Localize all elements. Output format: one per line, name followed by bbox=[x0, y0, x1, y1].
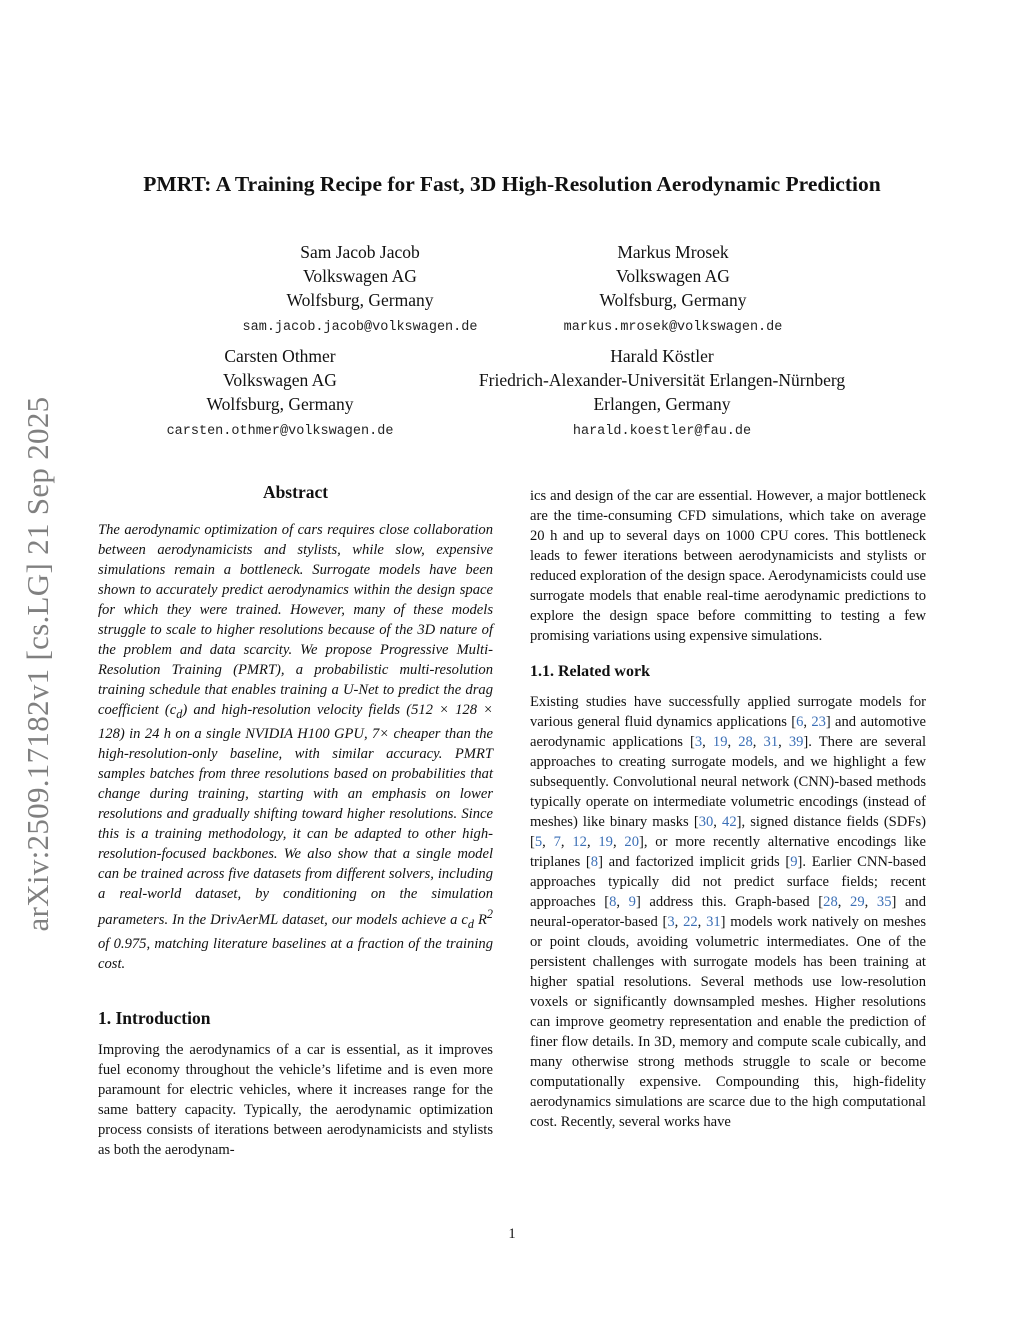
author-name: Sam Jacob Jacob bbox=[300, 242, 420, 262]
citation-link[interactable]: 31 bbox=[763, 734, 779, 750]
citation-link[interactable]: 23 bbox=[811, 714, 826, 730]
citation-link[interactable]: 19 bbox=[712, 734, 728, 750]
section-heading-introduction: 1. Introduction bbox=[98, 1007, 211, 1028]
author-name: Carsten Othmer bbox=[224, 346, 336, 366]
related-work-text: Existing studies have successfully applied surrogate models for various general fluid dynamics applications [6, 23] and automotive aerodynamic applications [3, 19, 28, 31, 39]. There are several approaches to creating surrogate models, and we highlight a few subsequently. Convolutional neural network (CNN)-based methods typically operate on intermediate volumetric encodings (instead of meshes) like binary masks [30, 42], signed distance fields (SDFs) [5, 7, 12, 19, 20], or more recently alternative encodings like triplanes [8] and factorized implicit grids [9]. Earlier CNN-based approaches typically did not predict surface fields; recent approaches [8, 9] address this. Graph-based [28, 29, 35] and neural-operator-based [3, 22, 31] models work natively on meshes or point clouds, avoiding volumetric intermediates. One of the persistent challenges with surrogate models has been training at higher spatial resolutions. Several methods use low-resolution voxels or significantly downsampled meshes. Higher resolutions can improve geometry representation and enable the prediction of finer flow details. In 3D, memory and compute scale cubically, and many otherwise strong methods struggle to scale or become computationally expensive. Compounding this, high-fidelity aerodynamics simulations are scarce due to the high computational cost. Recently, several works have bbox=[530, 694, 927, 1130]
author-block-3 bbox=[130, 344, 430, 444]
author-affiliation: Friedrich-Alexander-Universität Erlangen-Nürnberg bbox=[478, 370, 846, 390]
citation-link[interactable]: 35 bbox=[876, 894, 892, 910]
author-name: Markus Mrosek bbox=[617, 242, 729, 262]
introduction-text: Improving the aerodynamics of a car is essential, as it improves fuel economy throughout the vehicle’s lifetime and is even more paramount for electric vehicles, where it increases range for the same battery capacity. Typically, the aerodynamic optimization process consists of iterations between aerodynamicists and stylists as both the aerodynam- bbox=[98, 1041, 493, 1158]
author-email[interactable]: harald.koestler@fau.de bbox=[572, 424, 752, 439]
right-column bbox=[530, 486, 926, 1132]
citation-link[interactable]: 3 bbox=[667, 914, 675, 930]
author-affiliation: Volkswagen AG bbox=[616, 266, 730, 286]
citation-link[interactable]: 42 bbox=[722, 814, 737, 830]
citation-link[interactable]: 31 bbox=[706, 914, 721, 930]
citation-link[interactable]: 39 bbox=[788, 734, 804, 750]
author-email[interactable]: markus.mrosek@volkswagen.de bbox=[563, 320, 783, 335]
citation-link[interactable]: 20 bbox=[624, 834, 639, 850]
citation-link[interactable]: 9 bbox=[790, 854, 798, 870]
author-location: Wolfsburg, Germany bbox=[286, 290, 434, 310]
citation-link[interactable]: 22 bbox=[683, 914, 698, 930]
abstract-text: The aerodynamic optimization of cars requires close collaboration between aerodynamicists and stylists, while slow, expensive simulations remain a bottleneck. Surrogate models have been shown to accurately predict aerodynamics within the design space for which they were trained. However, many of these models struggle to scale to higher resolutions because of the 3D nature of the problem and data scarcity. We propose Progressive Multi-Resolution Training (PMRT), a probabilistic multi-resolution training schedule that enables training a U-Net to predict the drag coefficient $(c_d)$ and high-resolution velocity fields (512 × 128 × 128) in 24 h on a single NVIDIA H100 GPU, 7× cheaper than the high-resolution-only baseline, with similar accuracy. PMRT samples batches from three resolutions based on probabilities that change during training, starting with an emphasis on lower resolutions and gradually shifting toward higher resolutions. Since this is a training methodology, it can be adapted to other high-resolution-focused backbones. We also show that a single model can be trained across five datasets from different solvers, including a real-world dataset, by conditioning on the simulation parameters. In the DrivAerML dataset, our models achieve a $c_d$ $R^2$ of 0.975, matching literature baselines at a fraction of the training cost. bbox=[98, 522, 493, 972]
citation-link[interactable]: 30 bbox=[698, 814, 714, 830]
author-location: Erlangen, Germany bbox=[593, 394, 731, 414]
citation-link[interactable]: 19 bbox=[598, 834, 613, 850]
left-column bbox=[98, 482, 493, 1160]
citation-link[interactable]: 5 bbox=[534, 834, 543, 850]
author-block-2 bbox=[523, 240, 823, 340]
abstract-heading: Abstract bbox=[262, 482, 329, 502]
arxiv-sidebar bbox=[8, 374, 68, 954]
author-location: Wolfsburg, Germany bbox=[599, 290, 747, 310]
author-name: Harald Köstler bbox=[610, 346, 714, 366]
citation-link[interactable]: 8 bbox=[590, 854, 599, 870]
author-affiliation: Volkswagen AG bbox=[303, 266, 417, 286]
citation-link[interactable]: 8 bbox=[609, 894, 617, 910]
citation-link[interactable]: 3 bbox=[694, 734, 703, 750]
citation-link[interactable]: 9 bbox=[628, 894, 636, 910]
author-email[interactable]: carsten.othmer@volkswagen.de bbox=[166, 424, 394, 439]
citation-link[interactable]: 29 bbox=[850, 894, 865, 910]
subsection-heading-related-work: 1.1. Related work bbox=[530, 663, 650, 680]
page-number: 1 bbox=[508, 1226, 516, 1242]
paper-title: PMRT: A Training Recipe for Fast, 3D High-Resolution Aerodynamic Prediction bbox=[143, 172, 881, 196]
citation-link[interactable]: 12 bbox=[572, 834, 587, 850]
author-block-1 bbox=[210, 240, 510, 340]
author-affiliation: Volkswagen AG bbox=[223, 370, 337, 390]
citation-link[interactable]: 28 bbox=[823, 894, 838, 910]
author-location: Wolfsburg, Germany bbox=[206, 394, 354, 414]
citation-link[interactable]: 28 bbox=[738, 734, 753, 750]
citation-link[interactable]: 6 bbox=[796, 714, 804, 730]
citation-link[interactable]: 7 bbox=[553, 834, 561, 850]
introduction-continued-text: ics and design of the car are essential. However, a major bottleneck are the time-consuming CFD simulations, which take on average 20 h and up to several days on 1000 CPU cores. This bottleneck leads to fewer iterations between aerodynamicists and stylists or reduced exploration of the design space. Aerodynamicists could use surrogate models that enable real-time aerodynamic predictions to explore the design space before committing to testing a few promising variations using expensive simulations. bbox=[530, 488, 926, 644]
author-email[interactable]: sam.jacob.jacob@volkswagen.de bbox=[242, 320, 478, 335]
author-block-4 bbox=[440, 344, 884, 444]
arxiv-identifier: arXiv:2509.17182v1 [cs.LG] 21 Sep 2025 bbox=[20, 396, 55, 932]
